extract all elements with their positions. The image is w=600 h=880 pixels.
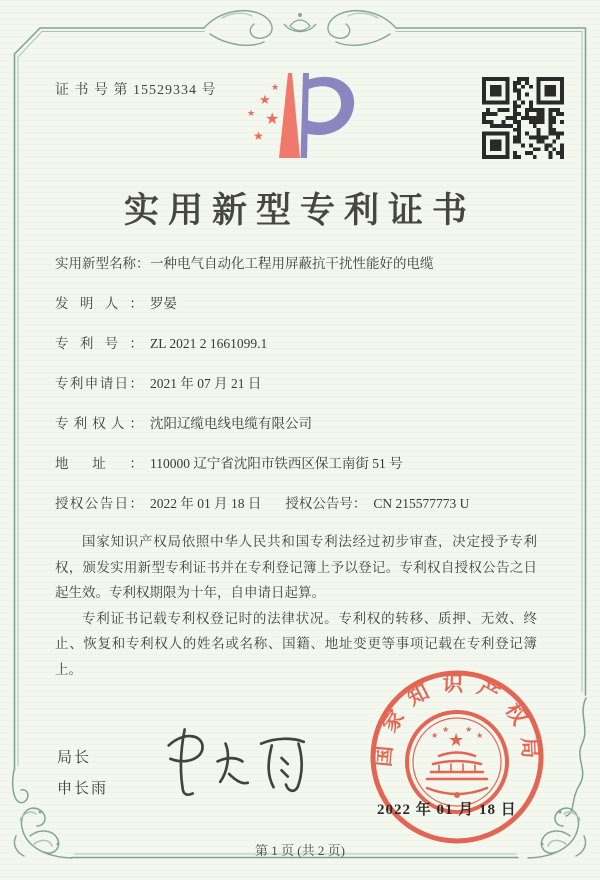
field-row-grant [55, 497, 555, 511]
svg-text:★: ★ [265, 109, 280, 128]
field-row-patent-no [55, 337, 555, 351]
director-title: 局长 [57, 750, 92, 766]
field-label: 授权公告号： [285, 496, 367, 511]
body-paragraph: 专利证书记载专利权登记时的法律状况。专利权的转移、质押、无效、终止、恢复和专利权人的姓名或名称、国籍、地址变更等事项记载在专利登记簿上。 [55, 610, 537, 677]
svg-text:★: ★ [247, 109, 256, 119]
legal-text [55, 529, 537, 682]
svg-text:★: ★ [476, 731, 484, 740]
certificate-number: 证 书 号 第 15529334 号 [55, 83, 217, 98]
national-emblem-icon [407, 712, 507, 812]
official-seal [362, 662, 552, 852]
field-value: 2022 年 01 月 18 日 [150, 496, 262, 511]
field-label: 发明人： [55, 296, 143, 311]
field-row-address [55, 457, 555, 471]
qr-code [482, 77, 564, 159]
page-number: 第 1 页 (共 2 页) [255, 843, 345, 858]
field-label: 专利申请日： [55, 376, 143, 391]
svg-text:★: ★ [465, 725, 473, 734]
field-value: CN 215577773 U [373, 496, 470, 511]
director-name: 申长雨 [57, 781, 109, 797]
field-rows [55, 257, 555, 537]
svg-text:★: ★ [448, 730, 465, 751]
field-label: 专利号： [55, 336, 143, 351]
certificate-title: 实用新型专利证书 [123, 191, 476, 230]
field-label: 地址： [55, 456, 143, 471]
top-flourish [204, 11, 396, 46]
field-label: 授权公告日： [55, 496, 143, 511]
field-value: 沈阳辽缆电线电缆有限公司 [150, 416, 312, 431]
svg-text:国家知识产权局 [371, 672, 543, 771]
body-paragraph: 国家知识产权局依照中华人民共和国专利法经过初步审查，决定授予专利权，颁发实用新型专利证书并在专利登记簿上予以登记。专利权自授权公告之日起生效。专利权期限为十年，自申请日起算。 [55, 534, 537, 600]
svg-text:★: ★ [259, 93, 271, 108]
seal-text: 国家知识产权局 [370, 671, 543, 771]
svg-text:★: ★ [431, 731, 439, 740]
field-value: ZL 2021 2 1661099.1 [150, 336, 268, 351]
field-value: 2021 年 07 月 21 日 [150, 376, 262, 391]
cnipa-logo-icon [243, 70, 358, 168]
field-row-patentee [55, 417, 555, 431]
director-signature-icon [158, 716, 318, 806]
seal-date: 2022 年 01 月 18 日 [377, 802, 517, 818]
field-value: 110000 辽宁省沈阳市铁西区保工南街 51 号 [150, 456, 403, 471]
field-value: 一种电气自动化工程用屏蔽抗干扰性能好的电缆 [150, 256, 434, 271]
field-row-inventor [55, 297, 555, 311]
svg-text:★: ★ [253, 129, 264, 143]
field-row-name [55, 257, 555, 271]
field-label: 专利权人： [55, 416, 143, 431]
field-row-filing-date [55, 377, 555, 391]
field-label: 实用新型名称： [55, 256, 150, 271]
svg-text:★: ★ [442, 725, 450, 734]
svg-text:★: ★ [271, 83, 280, 93]
field-value: 罗晏 [150, 296, 177, 311]
